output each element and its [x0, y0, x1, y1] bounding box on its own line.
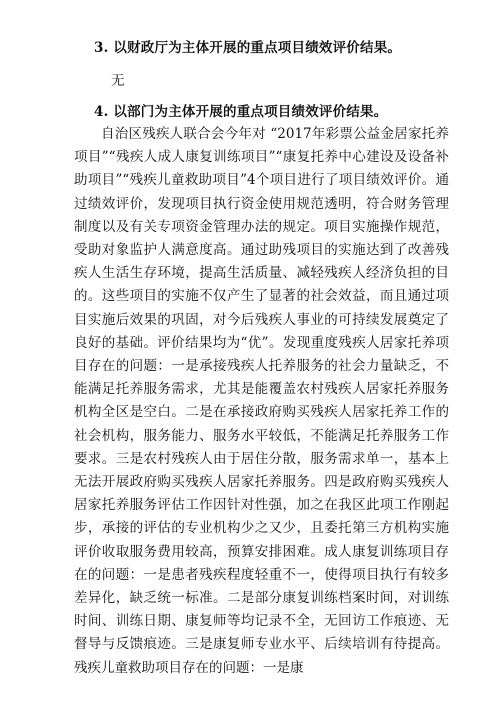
section-3-heading: 3. 以财政厅为主体开展的重点项目绩效评价结果。	[94, 40, 402, 56]
section-4-paragraph: 自治区残疾人联合会今年对 “2017年彩票公益金居家托养项目”“残疾人成人康复训练项目”“康复托养中心建设及设备补助项目”“残疾儿童救助项目”4个项目进行了项目绩效评价。通过绩效评价，发现项目执行资金使用规范透明，符合财务管理制度以及有关专项资金管理办法的规定。项目实施操作规范，受助对象监护人满意度高。通过助残项目的实施达到了改善残疾人生活生存环境，提高生活质量、减轻残疾人经济负担的目的。这些项目的实施不仅产生了显著的社会效益，而且通过项目实施后效果的巩固，对今后残疾人事业的可持续发展奠定了良好的基础。评价结果均为“优”。发现重度残疾人居家托养项目存在的问题：一是承接残疾人托养服务的社会力量缺乏，不能满足托养服务需求，尤其是能覆盖农村残疾人居家托养服务机构全区是空白。二是在承接政府购买残疾人居家托养工作的社会机构，服务能力、服务水平较低，不能满足托养服务工作要求。三是农村残疾人由于居住分散，服务需求单一，基本上无法开展政府购买残疾人居家托养服务。四是政府购买残疾人居家托养服务评估工作因针对性强，加之在我区此项工作刚起步，承接的评估的专业机构少之又少，且委托第三方机构实施评价收取服务费用较高，预算安排困难。成人康复训练项目存在的问题：一是患者残疾程度轻重不一，使得项目执行有较多差异化，缺乏统一标准。二是部分康复训练档案时间，对训练时间、训练日期、康复师等均记录不全，无回访工作痕迹、无督导与反馈痕迹。三是康复师专业水平、后续培训有待提高。残疾儿童救助项目存在的问题：一是康	[74, 126, 449, 676]
section-3-content: 无	[111, 73, 125, 89]
section-4-heading: 4. 以部门为主体开展的重点项目绩效评价结果。	[94, 104, 388, 120]
